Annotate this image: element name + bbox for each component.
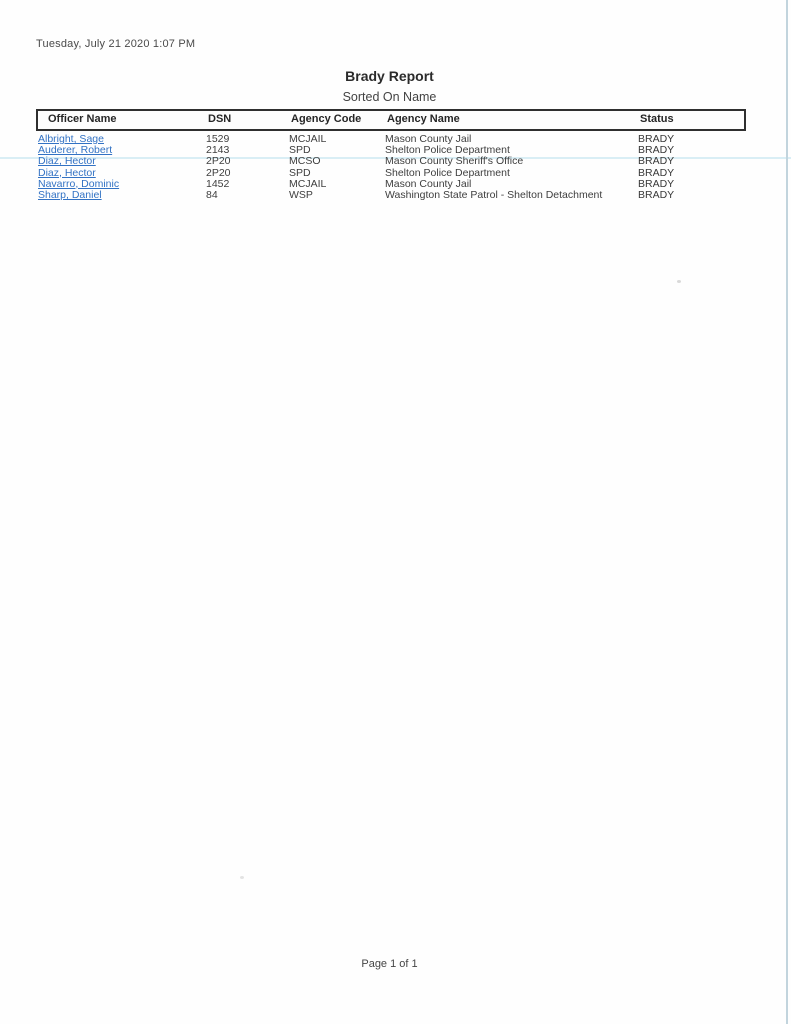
officer-name-link[interactable]: Diaz, Hector xyxy=(38,155,96,168)
dsn-value: 84 xyxy=(206,188,218,201)
status-value: BRADY xyxy=(638,144,675,157)
dsn-value: 2P20 xyxy=(206,166,231,179)
officer-name-link[interactable]: Navarro, Dominic xyxy=(38,177,120,190)
status-value: BRADY xyxy=(638,133,675,145)
dsn-value: 1529 xyxy=(206,133,230,145)
report-title: Brady Report xyxy=(345,68,434,84)
status-value: BRADY xyxy=(638,188,675,201)
column-header-officer-name: Officer Name xyxy=(48,113,117,125)
officer-name-link[interactable]: Sharp, Daniel xyxy=(38,188,102,201)
agency-name-value: Mason County Jail xyxy=(385,177,472,190)
status-value: BRADY xyxy=(638,166,675,179)
column-header-agency-code: Agency Code xyxy=(291,113,362,125)
status-value: BRADY xyxy=(638,155,675,168)
page-edge-line xyxy=(786,0,788,1024)
column-header-dsn: DSN xyxy=(208,113,232,125)
agency-code-value: MCSO xyxy=(289,155,321,168)
column-header-status: Status xyxy=(640,113,674,125)
officer-name-link[interactable]: Albright, Sage xyxy=(38,133,104,145)
officer-name-link[interactable]: Auderer, Robert xyxy=(38,144,113,157)
status-value: BRADY xyxy=(638,177,675,190)
agency-name-value: Shelton Police Department xyxy=(385,144,510,157)
column-header-agency-name: Agency Name xyxy=(387,113,460,125)
agency-code-value: WSP xyxy=(289,188,313,201)
table-body xyxy=(0,134,791,201)
dsn-value: 2143 xyxy=(206,144,230,157)
agency-code-value: SPD xyxy=(289,144,311,157)
agency-code-value: MCJAIL xyxy=(289,133,327,145)
table-header-row xyxy=(36,109,746,131)
scan-speck xyxy=(677,280,681,283)
scan-speck xyxy=(240,876,244,879)
agency-name-value: Mason County Jail xyxy=(385,133,472,145)
dsn-value: 2P20 xyxy=(206,155,231,168)
officer-name-link[interactable]: Diaz, Hector xyxy=(38,166,96,179)
agency-name-value: Mason County Sheriff's Office xyxy=(385,155,524,168)
agency-name-value: Washington State Patrol - Shelton Detachment xyxy=(385,188,603,201)
report-sort-subtitle: Sorted On Name xyxy=(342,90,437,104)
print-timestamp: Tuesday, July 21 2020 1:07 PM xyxy=(36,38,196,50)
table-row xyxy=(0,190,791,201)
table-row xyxy=(0,156,791,167)
agency-name-value: Shelton Police Department xyxy=(385,166,510,179)
agency-code-value: MCJAIL xyxy=(289,177,327,190)
page-number: Page 1 of 1 xyxy=(361,958,418,970)
dsn-value: 1452 xyxy=(206,177,230,190)
agency-code-value: SPD xyxy=(289,166,311,179)
